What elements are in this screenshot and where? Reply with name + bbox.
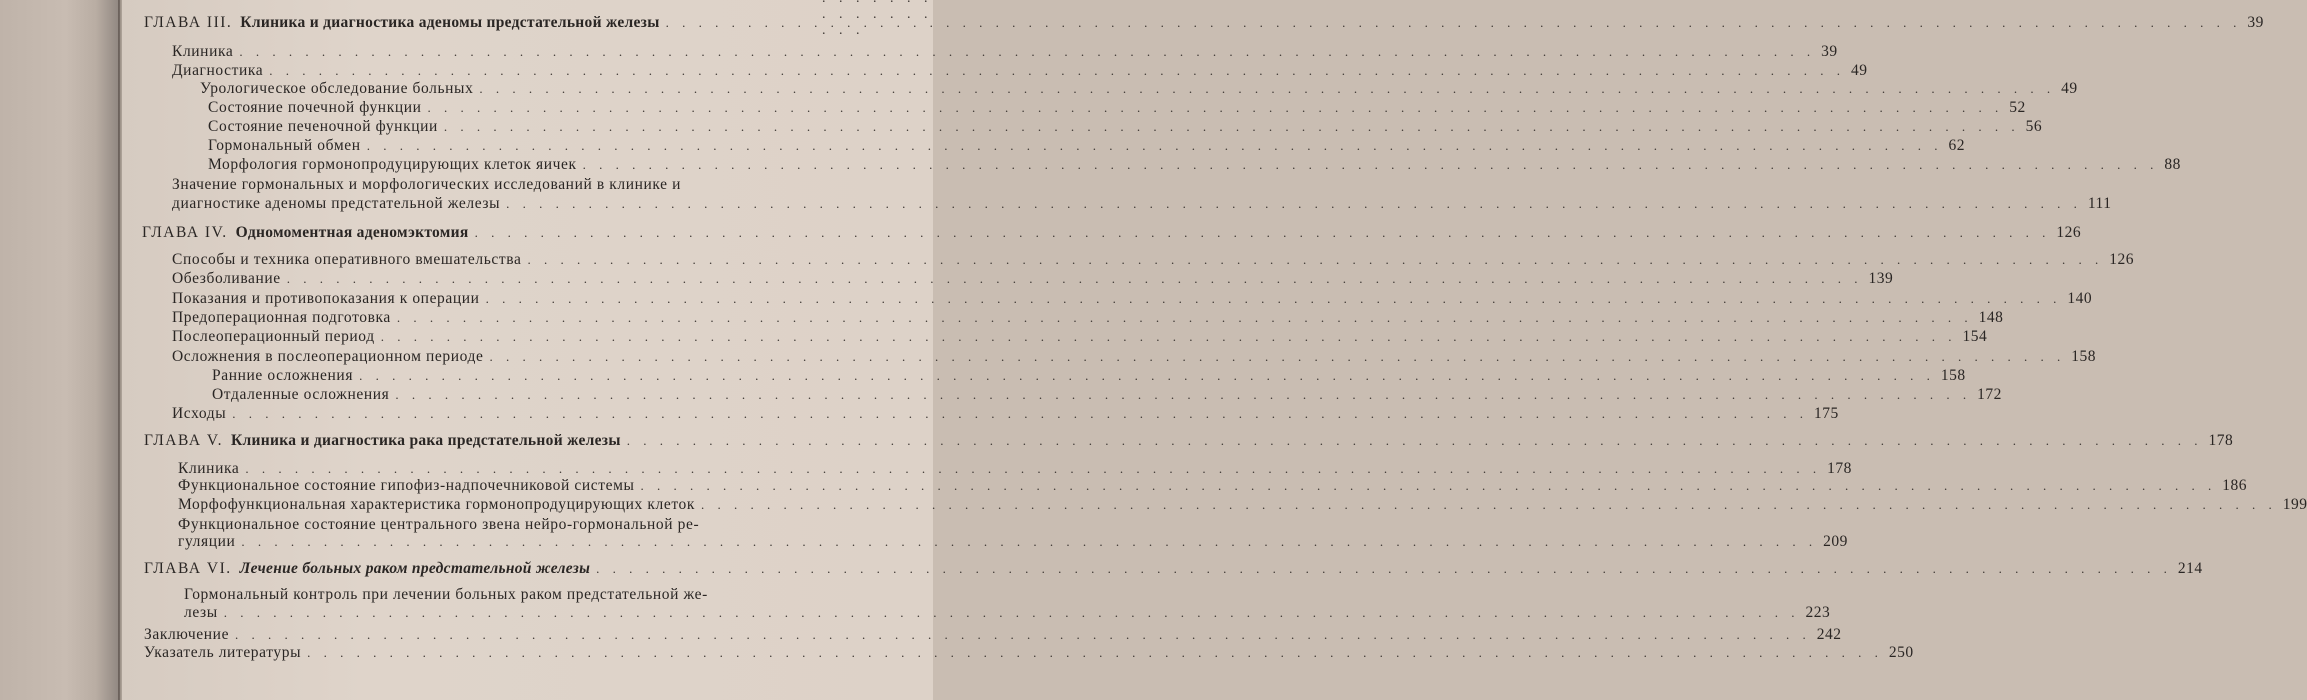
chapter-entry bbox=[144, 560, 2203, 578]
page-number: 154 bbox=[1962, 328, 1988, 345]
toc-entry bbox=[212, 367, 1966, 385]
page-number: 111 bbox=[2087, 195, 2112, 212]
dot-leader bbox=[444, 118, 2020, 136]
toc-entry bbox=[172, 62, 1868, 80]
entry-title: Клиника bbox=[172, 43, 234, 60]
toc-entry bbox=[208, 99, 2026, 117]
dot-leader bbox=[232, 405, 1808, 423]
dot-leader bbox=[489, 348, 2065, 366]
toc-entry bbox=[172, 309, 2004, 327]
toc-entry bbox=[172, 405, 1839, 423]
dot-leader bbox=[359, 367, 1935, 385]
dot-leader bbox=[397, 309, 1973, 327]
entry-title: Клиника и диагностика аденомы предстательной железы bbox=[240, 14, 660, 31]
page-number: 39 bbox=[1821, 43, 1838, 60]
dot-leader bbox=[381, 328, 1957, 346]
entry-title: Урологическое обследование больных bbox=[200, 80, 474, 97]
page-number: 126 bbox=[2109, 251, 2134, 268]
entry-title: Морфофункциональная характеристика гормонопродуцирующих клеток bbox=[178, 496, 695, 513]
page-number: 223 bbox=[1805, 604, 1831, 621]
toc-entry bbox=[208, 118, 2043, 136]
dot-leader bbox=[245, 460, 1821, 478]
page-number: 250 bbox=[1888, 644, 1914, 661]
toc-entry bbox=[172, 328, 1988, 346]
dot-leader bbox=[428, 99, 2004, 117]
chapter-label: ГЛАВА V. bbox=[144, 432, 224, 449]
entry-title: Гормональный обмен bbox=[208, 137, 361, 154]
entry-title: Обезболивание bbox=[172, 270, 281, 287]
page-number: 49 bbox=[1851, 62, 1868, 79]
table-of-contents bbox=[122, 0, 2307, 700]
toc-entry bbox=[208, 137, 1965, 155]
chapter-entry bbox=[144, 432, 2234, 450]
page-number: 178 bbox=[2208, 432, 2234, 449]
page-number: 175 bbox=[1813, 405, 1839, 422]
dot-leader bbox=[475, 224, 2051, 242]
entry-title: диагностике аденомы предстательной железы bbox=[172, 195, 501, 212]
toc-entry bbox=[144, 626, 1842, 644]
entry-title: Одномоментная аденомэктомия bbox=[235, 224, 469, 241]
entry-title-first-line: Функциональное состояние центрального звена нейро-гормональной ре- bbox=[178, 516, 700, 533]
dot-leader bbox=[583, 156, 2159, 174]
page-number: 158 bbox=[1940, 367, 1966, 384]
entry-title-first-line: Гормональный контроль при лечении больных раком предстательной же- bbox=[184, 586, 708, 603]
entry-title: Послеоперационный период bbox=[172, 328, 375, 345]
page-number: 172 bbox=[1977, 386, 2002, 403]
entry-title: гуляции bbox=[178, 533, 236, 550]
chapter-entry bbox=[144, 14, 2264, 32]
dot-leader bbox=[367, 137, 1943, 155]
dot-leader bbox=[395, 386, 1971, 404]
page-number: 140 bbox=[2067, 290, 2093, 307]
entry-title: Предоперационная подготовка bbox=[172, 309, 391, 326]
page-number: 39 bbox=[2247, 14, 2264, 31]
page-number: 242 bbox=[1816, 626, 1842, 643]
entry-title: Клиника и диагностика рака предстательной железы bbox=[231, 432, 621, 449]
page-number: 62 bbox=[1948, 137, 1965, 154]
entry-title: Клиника bbox=[178, 460, 240, 477]
entry-title: Указатель литературы bbox=[144, 644, 302, 661]
dot-leader bbox=[641, 477, 2217, 495]
page-number: 139 bbox=[1868, 270, 1894, 287]
dot-leader bbox=[235, 626, 1811, 644]
toc-entry bbox=[212, 386, 2002, 404]
contents-page bbox=[122, 0, 2307, 700]
entry-title: Показания и противопоказания к операции bbox=[172, 290, 480, 307]
entry-title: Исходы bbox=[172, 405, 227, 422]
toc-entry bbox=[144, 644, 1914, 662]
dot-leader bbox=[307, 644, 1883, 662]
entry-title: Морфология гормонопродуцирующих клеток яичек bbox=[208, 156, 577, 173]
page-number: 178 bbox=[1827, 460, 1852, 477]
toc-entry bbox=[178, 460, 1852, 478]
entry-title: Заключение bbox=[144, 626, 230, 643]
page-number: 158 bbox=[2071, 348, 2096, 365]
page-number: 56 bbox=[2025, 118, 2043, 135]
toc-entry bbox=[172, 251, 2134, 269]
toc-entry bbox=[172, 290, 2093, 308]
chapter-entry bbox=[142, 224, 2082, 242]
dot-leader bbox=[479, 80, 2055, 98]
toc-entry bbox=[172, 348, 2096, 366]
dot-leader bbox=[287, 270, 1863, 288]
page-number: 186 bbox=[2222, 477, 2248, 494]
entry-title: Состояние почечной функции bbox=[208, 99, 422, 116]
dot-leader bbox=[527, 251, 2103, 269]
entry-title: Состояние печеночной функции bbox=[208, 118, 438, 135]
cut-off-leader-line: . . . . . . . . . . bbox=[822, 7, 933, 38]
page-number: 126 bbox=[2056, 224, 2082, 241]
entry-title: Лечение больных раком предстательной железы bbox=[239, 560, 591, 577]
dot-leader bbox=[666, 14, 2242, 32]
toc-entry bbox=[178, 477, 2248, 495]
toc-entry bbox=[184, 604, 1831, 622]
page-number: 49 bbox=[2061, 80, 2078, 97]
page-number: 52 bbox=[2009, 99, 2026, 116]
toc-entry bbox=[178, 496, 2307, 514]
entry-title: Ранние осложнения bbox=[212, 367, 354, 384]
chapter-label: ГЛАВА VI. bbox=[144, 560, 232, 577]
page-number: 214 bbox=[2177, 560, 2203, 577]
toc-entry bbox=[172, 195, 2112, 213]
chapter-label: ГЛАВА III. bbox=[144, 14, 233, 31]
entry-title: Отдаленные осложнения bbox=[212, 386, 390, 403]
toc-entry bbox=[208, 156, 2181, 174]
dot-leader bbox=[596, 560, 2172, 578]
toc-entry bbox=[172, 270, 1894, 288]
chapter-label: ГЛАВА IV. bbox=[142, 224, 228, 241]
dot-leader bbox=[506, 195, 2082, 213]
toc-entry bbox=[178, 533, 1848, 551]
entry-title: Функциональное состояние гипофиз-надпочечниковой системы bbox=[178, 477, 635, 494]
page-number: 199 bbox=[2282, 496, 2307, 513]
entry-title: Диагностика bbox=[172, 62, 264, 79]
page-number: 148 bbox=[1978, 309, 2004, 326]
dot-leader bbox=[627, 432, 2203, 450]
toc-entry bbox=[200, 80, 2078, 98]
dot-leader bbox=[486, 290, 2062, 308]
entry-title-first-line: Значение гормональных и морфологических исследований в клинике и bbox=[172, 176, 681, 193]
dot-leader bbox=[224, 604, 1800, 622]
dot-leader bbox=[269, 62, 1845, 80]
entry-title: лезы bbox=[184, 604, 218, 621]
entry-title: Способы и техника оперативного вмешательства bbox=[172, 251, 522, 268]
page-number: 88 bbox=[2164, 156, 2181, 173]
page-number: 209 bbox=[1823, 533, 1848, 550]
dot-leader bbox=[241, 533, 1817, 551]
dot-leader bbox=[701, 496, 2277, 514]
toc-entry bbox=[172, 43, 1838, 61]
entry-title: Осложнения в послеоперационном периоде bbox=[172, 348, 484, 365]
facing-page-edge bbox=[0, 0, 120, 700]
dot-leader bbox=[239, 43, 1815, 61]
